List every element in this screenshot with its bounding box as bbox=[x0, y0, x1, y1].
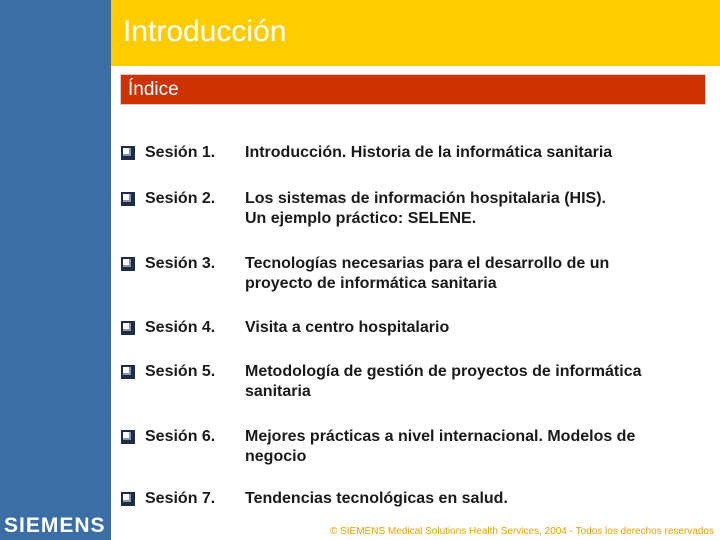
checkbox-bullet-icon bbox=[121, 430, 135, 444]
siemens-logo: SIEMENS bbox=[4, 514, 106, 537]
session-label: Sesión 4. bbox=[145, 319, 216, 336]
session-description: Tendencias tecnológicas en salud. bbox=[245, 490, 508, 507]
header-bar bbox=[111, 0, 720, 66]
session-label: Sesión 5. bbox=[145, 363, 216, 380]
checkbox-bullet-icon bbox=[121, 492, 135, 506]
session-description: Los sistemas de información hospitalaria (HIS). Un ejemplo práctico: SELENE. bbox=[245, 190, 606, 227]
session-label: Sesión 3. bbox=[145, 255, 216, 272]
checkbox-bullet-icon bbox=[121, 257, 135, 271]
left-sidebar bbox=[0, 0, 111, 540]
session-description: Tecnologías necesarias para el desarrollo de un proyecto de informática sanitaria bbox=[245, 255, 610, 292]
session-label: Sesión 7. bbox=[145, 490, 216, 507]
index-heading: Índice bbox=[128, 79, 179, 100]
session-description: Introducción. Historia de la informática sanitaria bbox=[245, 144, 613, 161]
session-description: Metodología de gestión de proyectos de informática sanitaria bbox=[245, 363, 642, 400]
session-label: Sesión 2. bbox=[145, 190, 216, 207]
copyright-footer: © SIEMENS Medical Solutions Health Services, 2004 - Todos los derechos reservados bbox=[329, 526, 714, 537]
session-label: Sesión 1. bbox=[145, 144, 216, 161]
checkbox-bullet-icon bbox=[121, 365, 135, 379]
checkbox-bullet-icon bbox=[121, 321, 135, 335]
checkbox-bullet-icon bbox=[121, 146, 135, 160]
checkbox-bullet-icon bbox=[121, 192, 135, 206]
session-label: Sesión 6. bbox=[145, 428, 216, 445]
page-title: Introducción bbox=[123, 15, 287, 48]
index-bar bbox=[120, 74, 706, 105]
session-description: Visita a centro hospitalario bbox=[245, 319, 450, 336]
session-description: Mejores prácticas a nivel internacional. Modelos de negocio bbox=[245, 428, 636, 465]
